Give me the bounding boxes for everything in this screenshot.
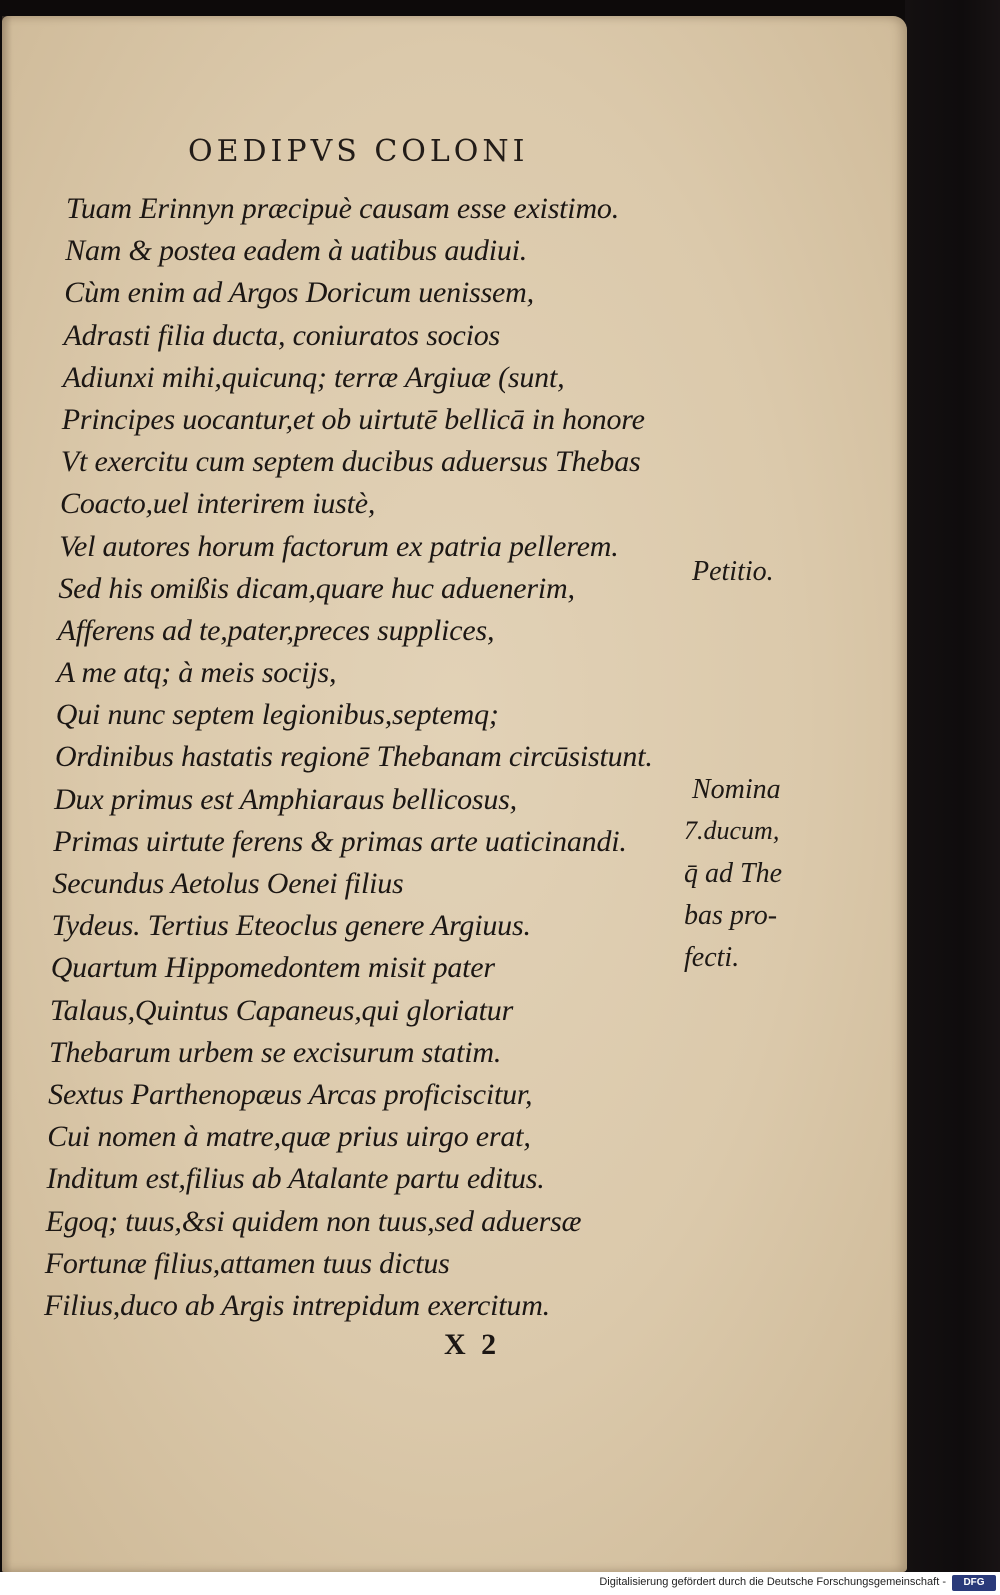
verse-text xyxy=(44,188,744,1327)
verse-line: Coacto,uel interirem iustè, xyxy=(60,487,376,521)
verse-line: Inditum est,filius ab Atalante partu editus. xyxy=(46,1162,545,1196)
running-head: OEDIPVS COLONI xyxy=(188,134,529,169)
verse-line: Adrasti filia ducta, coniuratos socios xyxy=(63,318,501,352)
verse-line: Qui nunc septem legionibus,septemq; xyxy=(55,698,499,732)
verse-line: Talaus,Quintus Capaneus,qui gloriatur xyxy=(49,993,514,1027)
margin-note-petitio: Petitio. xyxy=(692,556,774,587)
verse-line: Nam & postea eadem à uatibus audiui. xyxy=(65,234,528,268)
verse-line: Egoq; tuus,&si quidem non tuus,sed aduersæ xyxy=(45,1204,582,1238)
verse-line: A me atq; à meis socijs, xyxy=(56,656,337,690)
verse-line: Vt exercitu cum septem ducibus aduersus Thebas xyxy=(60,445,641,479)
dfg-logo: DFG xyxy=(952,1575,996,1591)
verse-line: Principes uocantur,et ob uirtutē bellicā in honore xyxy=(61,402,645,436)
verse-line: Adiunxi mihi,quicunq; terræ Argiuæ (sunt, xyxy=(62,360,565,394)
footer-credit: Digitalisierung gefördert durch die Deutsche Forschungsgemeinschaft - xyxy=(599,1576,946,1588)
signature-mark: X 2 xyxy=(444,1328,501,1361)
dark-background-strip xyxy=(905,0,1000,1572)
verse-line: Sextus Parthenopæus Arcas proficiscitur, xyxy=(48,1077,533,1111)
margin-note-nomina-4: bas pro- xyxy=(684,900,778,931)
verse-line: Tydeus. Tertius Eteoclus genere Argiuus. xyxy=(51,909,531,943)
verse-line: Afferens ad te,pater,preces supplices, xyxy=(57,613,495,647)
verse-line: Sed his omißis dicam,quare huc aduenerim, xyxy=(58,571,575,605)
footer-bar xyxy=(0,1572,1000,1595)
book-page xyxy=(2,16,907,1572)
verse-line: Tuam Erinnyn præcipuè causam esse existimo. xyxy=(66,192,620,225)
margin-note-nomina-3: q̄ ad The xyxy=(684,858,782,889)
verse-line: Ordinibus hastatis regionē Thebanam circūsistunt. xyxy=(54,740,653,774)
margin-note-nomina-5: fecti. xyxy=(684,942,740,973)
verse-line: Thebarum urbem se excisurum statim. xyxy=(49,1035,502,1069)
verse-line: Cùm enim ad Argos Doricum uenissem, xyxy=(64,276,534,310)
page-binding-shadow xyxy=(2,16,12,1572)
margin-note-nomina-2: 7.ducum, xyxy=(684,816,780,845)
verse-line: Quartum Hippomedontem misit pater xyxy=(50,951,495,985)
verse-line: Filius,duco ab Argis intrepidum exercitum. xyxy=(44,1288,550,1322)
verse-line: Vel autores horum factorum ex patria pellerem. xyxy=(59,529,619,563)
margin-note-nomina-1: Nomina xyxy=(692,774,781,805)
verse-line: Fortunæ filius,attamen tuus dictus xyxy=(44,1246,450,1280)
verse-line: Cui nomen à matre,quæ prius uirgo erat, xyxy=(47,1120,531,1154)
verse-line: Primas uirtute ferens & primas arte uaticinandi. xyxy=(53,824,627,858)
verse-line: Dux primus est Amphiaraus bellicosus, xyxy=(54,782,517,816)
verse-line: Secundus Aetolus Oenei filius xyxy=(52,867,404,900)
